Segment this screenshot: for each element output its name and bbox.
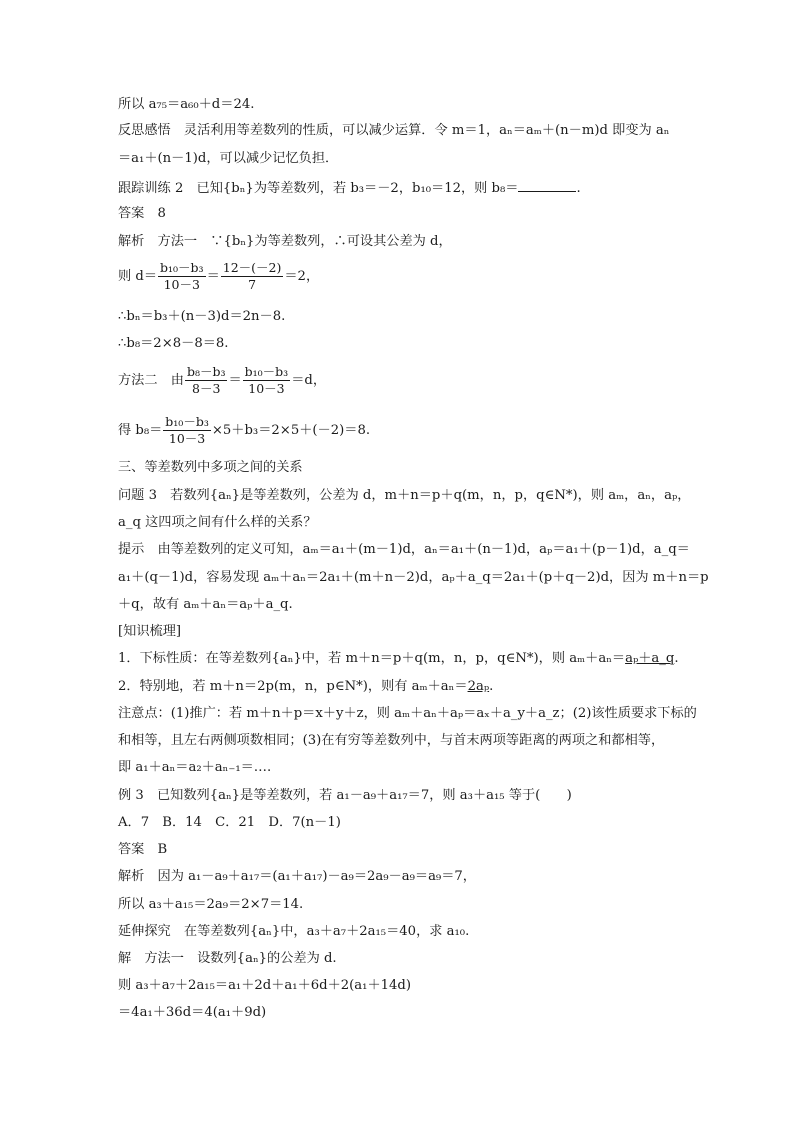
text-line: 问题 3 若数列{aₙ}是等差数列，公差为 d，m＋n＝p＋q(m，n，p，q∈N*)，则 aₘ，aₙ，aₚ， [118, 488, 691, 503]
text-line: 和相等，且左右两侧项数相同；(3)在有穷等差数列中，与首末两项等距离的两项之和都相等， [118, 733, 665, 748]
example-line: 例 3 已知数列{aₙ}是等差数列，若 a₁－a₉＋a₁₇＝7，则 a₃＋a₁₅ 等于( ) [118, 788, 572, 803]
formula-text: ＝2， [284, 269, 320, 284]
formula-text: 则 d＝ [118, 269, 158, 284]
text-line: 解 方法一 设数列{aₙ}的公差为 d. [118, 951, 337, 966]
fraction-denominator: 10－3 [163, 277, 200, 292]
formula-line [118, 414, 370, 447]
fraction-denominator: 10－3 [168, 431, 206, 446]
text-line: ∴bₙ＝b₃＋(n－3)d＝2n－8. [118, 309, 286, 324]
answer-line: 答案 8 [118, 206, 166, 221]
section-heading: 三、等差数列中多项之间的关系 [118, 460, 303, 475]
fraction [163, 414, 211, 447]
fraction-denominator: 7 [248, 277, 257, 292]
text-line: ＝4a₁＋36d＝4(a₁＋9d) [118, 1005, 267, 1020]
formula-text: ＝d， [291, 373, 327, 388]
text-line: ＝a₁＋(n－1)d，可以减少记忆负担． [118, 151, 339, 166]
text-line [118, 678, 493, 696]
text-segment: 2．特别地，若 m＋n＝2p(m，n，p∈N*)，则有 aₘ＋aₙ＝ [118, 679, 468, 694]
fraction-numerator: b₁₀－b₃ [165, 414, 209, 429]
underlined-answer: aₚ＋a_q [625, 651, 675, 666]
section-label: [知识梳理] [118, 624, 182, 639]
fraction-denominator: 10－3 [248, 381, 285, 396]
exercise-line [118, 177, 581, 198]
text-line: ∴b₈＝2×8－8＝8. [118, 336, 229, 351]
formula-line [118, 364, 326, 397]
text-line: 延伸探究 在等差数列{aₙ}中，a₃＋a₇＋2a₁₅＝40，求 a₁₀. [118, 924, 470, 939]
text-line: ＋q，故有 aₘ＋aₙ＝aₚ＋a_q. [118, 597, 293, 612]
text-line [118, 650, 679, 668]
answer-blank [518, 177, 576, 192]
text-line: 则 a₃＋a₇＋2a₁₅＝a₁＋2d＋a₁＋6d＋2(a₁＋14d) [118, 978, 412, 993]
text-line: 解析 方法一 ∵{bₙ}为等差数列，∴可设其公差为 d， [118, 234, 452, 249]
fraction-numerator: b₈－b₃ [186, 364, 226, 379]
underlined-answer: 2aₚ [467, 679, 490, 694]
formula-text: 方法二 由 [118, 373, 184, 388]
fraction-numerator: 12－(－2) [222, 260, 282, 275]
text-line: 解析 因为 a₁－a₉＋a₁₇＝(a₁＋a₁₇)－a₉＝2a₉－a₉＝a₉＝7， [118, 869, 476, 884]
fraction-numerator: b₁₀－b₃ [160, 260, 204, 275]
formula-text: ＝ [228, 373, 242, 388]
text-line: 反思感悟 灵活利用等差数列的性质，可以减少运算．令 m＝1，aₙ＝aₘ＋(n－m)d 即变为 aₙ [118, 123, 670, 138]
answer-line: 答案 B [118, 842, 168, 857]
formula-line [118, 260, 319, 293]
text-line: 提示 由等差数列的定义可知，aₘ＝a₁＋(m－1)d，aₙ＝a₁＋(n－1)d，aₚ＝a₁＋(p－1)d，a_q＝ [118, 542, 690, 557]
text-line: 注意点：(1)推广：若 m＋n＋p＝x＋y＋z，则 aₘ＋aₙ＋aₚ＝aₓ＋a_y＋a_z；(2)该性质要求下标的 [118, 706, 697, 721]
text-line: 即 a₁＋aₙ＝a₂＋aₙ₋₁＝…. [118, 760, 272, 775]
fraction [185, 364, 228, 397]
text-line: 所以 a₃＋a₁₅＝2a₉＝2×7＝14. [118, 897, 304, 912]
fraction-numerator: b₁₀－b₃ [244, 364, 289, 379]
fraction-denominator: 8－3 [192, 381, 221, 396]
fraction [158, 260, 206, 293]
fraction [221, 260, 284, 293]
formula-text: ＝ [206, 269, 220, 284]
exercise-end: . [576, 181, 581, 196]
text-line: a_q 这四项之间有什么样的关系？ [118, 515, 317, 530]
text-segment: . [674, 651, 679, 666]
exercise-text: 跟踪训练 2 已知{bₙ}为等差数列，若 b₃＝－2，b₁₀＝12，则 b₈＝ [118, 181, 519, 196]
choices-line: A．7 B．14 C．21 D．7(n－1) [118, 815, 341, 830]
fraction [243, 364, 291, 397]
text-segment: . [489, 679, 494, 694]
text-line: a₁＋(q－1)d，容易发现 aₘ＋aₙ＝2a₁＋(m＋n－2)d，aₚ＋a_q＝2a₁＋(p＋q－2)d，因为 m＋n＝p [118, 570, 709, 585]
text-segment: 1．下标性质：在等差数列{aₙ}中，若 m＋n＝p＋q(m，n，p，q∈N*)，则 aₘ＋aₙ＝ [118, 651, 626, 666]
formula-text: 得 b₈＝ [118, 423, 163, 438]
text-line: 所以 a₇₅＝a₆₀＋d＝24. [118, 97, 255, 112]
formula-text: ×5＋b₃＝2×5＋(－2)＝8. [211, 423, 371, 438]
